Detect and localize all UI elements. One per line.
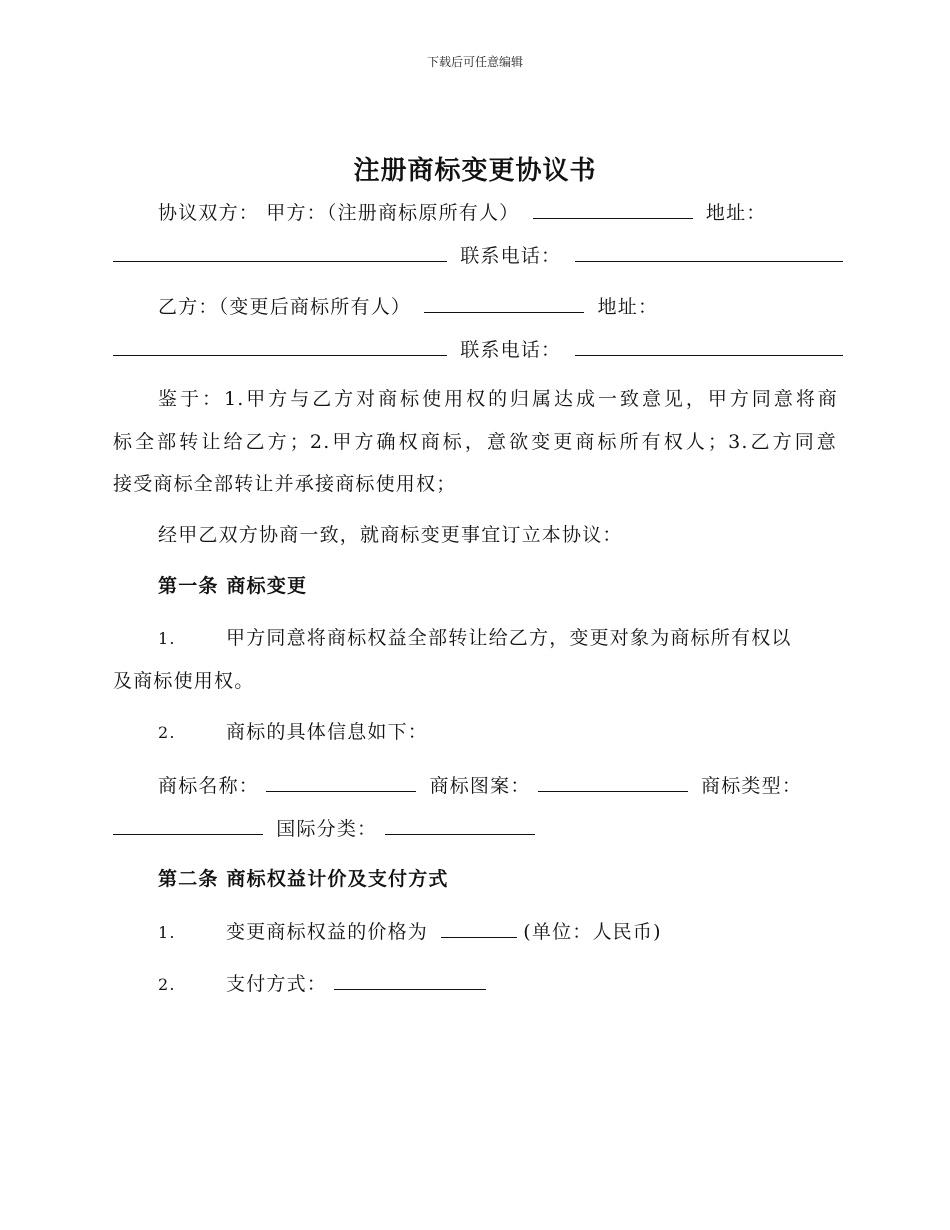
article-2-item-2 <box>158 967 838 1000</box>
recitals-line-2: 标全部转让给乙方；2.甲方确权商标，意欲变更商标所有权人；3.乙方同意 <box>113 431 837 453</box>
party-b-line-2 <box>113 333 837 365</box>
party-b-phone-blank[interactable] <box>575 333 843 356</box>
price-unit: (单位：人民币) <box>523 921 662 943</box>
agreement-intro: 经甲乙双方协商一致，就商标变更事宜订立本协议： <box>158 524 623 546</box>
recitals-line-1: 鉴于：1.甲方与乙方对商标使用权的归属达成一致意见，甲方同意将商 <box>158 388 838 410</box>
trademark-class-blank[interactable] <box>385 812 535 835</box>
document-title: 注册商标变更协议书 <box>353 156 597 186</box>
party-a-address-blank[interactable] <box>113 239 447 262</box>
party-a-line <box>158 196 838 228</box>
party-b-address-blank[interactable] <box>113 333 447 356</box>
party-a-line-2 <box>113 239 837 271</box>
recitals-line-3: 接受商标全部转让并承接商标使用权； <box>113 473 457 495</box>
trademark-info-line-2 <box>113 812 837 844</box>
trademark-name-blank[interactable] <box>266 769 416 792</box>
article-1-item-2-number: 2. <box>158 723 176 742</box>
article-2-item-1 <box>158 915 838 948</box>
parties-intro: 协议双方： <box>158 202 260 224</box>
party-a-label: 甲方：（注册商标原所有人） <box>266 202 520 224</box>
article-1-item-2 <box>158 717 838 748</box>
article-2-item-2-number: 2. <box>158 975 176 994</box>
trademark-type-blank[interactable] <box>113 812 263 835</box>
article-1-item-1-text: 甲方同意将商标权益全部转让给乙方，变更对象为商标所有权以 <box>226 627 792 649</box>
party-b-label: 乙方：（变更后商标所有人） <box>158 296 412 318</box>
party-a-phone-label: 联系电话： <box>460 245 562 267</box>
party-a-address-label: 地址： <box>705 202 767 224</box>
party-b-address-label: 地址： <box>597 296 659 318</box>
party-a-name-blank[interactable] <box>533 196 693 219</box>
trademark-pattern-label: 商标图案： <box>429 775 531 797</box>
article-2-item-1-number: 1. <box>158 923 176 942</box>
party-a-phone-blank[interactable] <box>575 239 843 262</box>
article-2-item-2-text: 支付方式： <box>226 973 328 995</box>
party-b-line <box>158 290 838 322</box>
trademark-class-label: 国际分类： <box>276 818 378 840</box>
article-1-item-1 <box>158 623 838 654</box>
party-b-phone-label: 联系电话： <box>460 339 562 361</box>
article-1-heading: 第一条 商标变更 <box>158 575 308 597</box>
trademark-info-line <box>158 769 838 801</box>
trademark-name-label: 商标名称： <box>158 775 260 797</box>
page-header-note: 下载后可任意编辑 <box>426 55 523 69</box>
article-1-item-2-text: 商标的具体信息如下： <box>226 721 429 743</box>
article-1-item-1-number: 1. <box>158 629 176 648</box>
payment-method-blank[interactable] <box>334 967 486 990</box>
party-b-name-blank[interactable] <box>424 290 584 313</box>
trademark-pattern-blank[interactable] <box>538 769 688 792</box>
article-1-item-1-cont: 及商标使用权。 <box>113 670 255 692</box>
trademark-type-label: 商标类型： <box>701 775 803 797</box>
article-2-heading: 第二条 商标权益计价及支付方式 <box>158 868 449 890</box>
price-blank[interactable] <box>441 915 517 938</box>
article-2-item-1-text: 变更商标权益的价格为 <box>226 921 429 943</box>
